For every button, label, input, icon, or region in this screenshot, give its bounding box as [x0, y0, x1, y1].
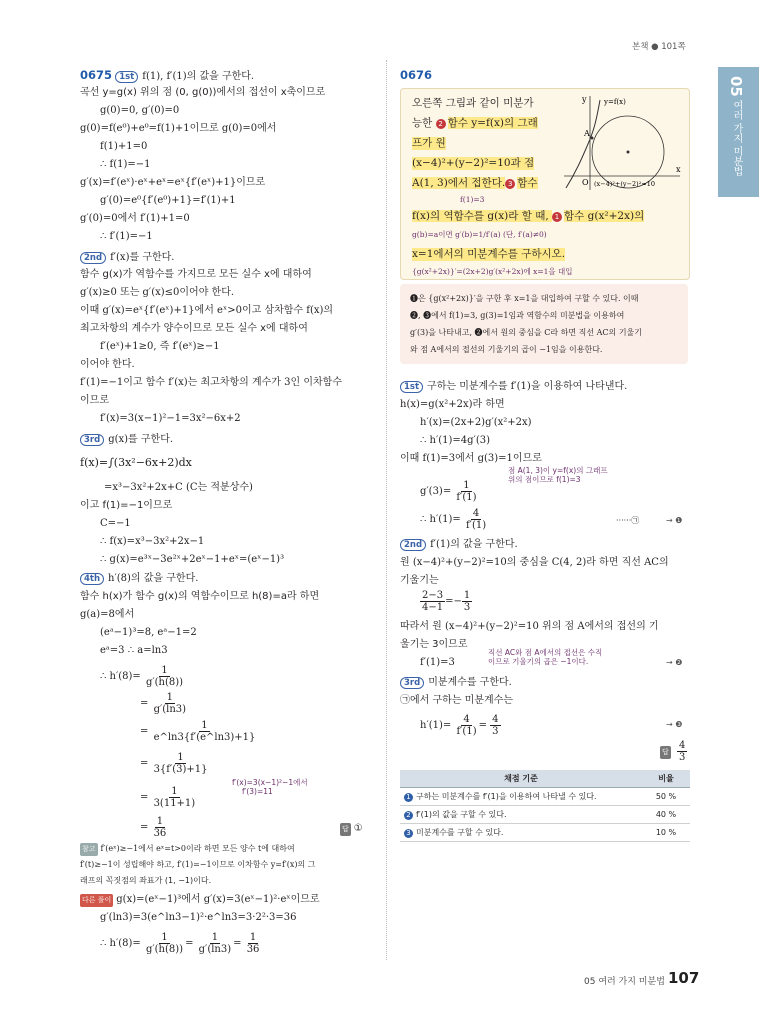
- numerator: 1: [171, 786, 178, 797]
- reference-note: [80, 842, 295, 856]
- text-line: 이고 f(1)=−1이므로: [80, 500, 173, 511]
- footer-chapter: 05 여러 가지 미분법: [584, 977, 665, 987]
- denominator: 3: [492, 726, 499, 737]
- problem-number: 0676: [400, 68, 433, 82]
- step-title: f′(1)의 값을 구한다.: [430, 539, 518, 550]
- text-line: ㉠에서 구하는 미분계수는: [400, 695, 513, 706]
- math-line: =x³−3x²+2x+C (C는 적분상수): [104, 482, 253, 493]
- marker-3: 3: [505, 179, 515, 189]
- text-line: 함수 h(x)가 함수 g(x)의 역함수이므로 h(8)=a라 하면: [80, 591, 320, 602]
- step-arrow: → ❸: [666, 720, 683, 729]
- annotation-line: 직선 AC와 점 A에서의 접선은 수직: [488, 648, 603, 657]
- math-line: f(1)+1=0: [100, 141, 148, 152]
- equals: =−: [445, 596, 462, 607]
- math-line: 따라서 원 (x−4)²+(y−2)²=10 위의 점 A에서의 접선의 기: [400, 621, 659, 632]
- page-number: 107: [668, 969, 700, 987]
- math-line: g′(0)=e⁰{f′(e⁰)+1}=f′(1)+1: [100, 195, 236, 206]
- question-line: [412, 177, 538, 190]
- answer-tag: 답: [660, 746, 671, 759]
- step-badge: 2nd: [400, 539, 426, 551]
- fraction-equation: = $\frac{1}{g'(\ln 3)}$: [140, 692, 187, 715]
- annotation-line: 이므로 기울기의 곱은 −1이다.: [488, 657, 589, 666]
- alt-tag: 다른 풀이: [80, 894, 113, 907]
- numerator: 1: [161, 665, 168, 676]
- step-3-header: [400, 676, 512, 689]
- label-a: A: [584, 129, 590, 138]
- math-line: ∴ f(x)=x³−3x²+2x−1: [100, 536, 205, 547]
- numerator: 1: [463, 480, 470, 491]
- highlight: (x−4)²+(y−2)²=10과 점: [412, 157, 535, 169]
- denominator: e^ln3{f′(e^ln3)+1}: [153, 732, 256, 743]
- alt-line: g′(ln3)=3(e^ln3−1)²·e^ln3=3·2²·3=36: [100, 912, 297, 923]
- fraction-equation: [100, 665, 185, 688]
- table-row: [400, 788, 690, 806]
- highlight: 프가 원: [412, 137, 446, 149]
- question-line: [412, 117, 538, 130]
- criterion-text: f′(1)의 값을 구할 수 있다.: [416, 810, 507, 819]
- fraction-equation: [420, 480, 479, 503]
- math-line: f′(1)=3: [420, 657, 455, 668]
- equation-tag: ······㉠: [616, 516, 640, 525]
- annotation-line: f′(x)=3(x−1)²−1에서: [232, 778, 308, 787]
- label-y: y: [582, 95, 587, 104]
- point-a: [591, 137, 594, 140]
- table-cell: 10 %: [642, 824, 690, 842]
- text-line: 최고차항의 계수가 양수이므로 모든 실수 x에 대하여: [80, 323, 308, 334]
- math-line: f′(1)=−1이고 함수 f′(x)는 최고차항의 계수가 3인 이차함수: [80, 377, 342, 388]
- denominator: 36: [246, 944, 260, 955]
- hint-line: g′(3)을 나타내고, ❷에서 원의 중심을 C라 하면 직선 AC의 기울기: [410, 328, 643, 337]
- reference-line: f′(t)≥−1이 성립해야 하고, f′(1)=−1이므로 이차함수 y=f′(x)의 그: [80, 860, 316, 869]
- annotation: {g(x²+2x)}′=(2x+2)g′(x²+2x)에 x=1을 대입: [412, 267, 573, 276]
- hint-line: ❶은 {g(x²+2x)}′을 구한 후 x=1을 대입하여 구할 수 있다. 이때: [410, 294, 639, 303]
- math-line: ∴ f(1)=−1: [100, 159, 151, 170]
- step-badge: 1st: [115, 71, 138, 83]
- text-line: 이므로: [80, 395, 109, 406]
- label-x: x: [676, 165, 681, 174]
- marker-2: 2: [436, 119, 446, 129]
- table-row: [400, 806, 690, 824]
- annotation-line: 점 A(1, 3)이 y=f(x)의 그래프: [508, 466, 608, 475]
- denominator: f′(1): [456, 492, 477, 503]
- eq-lhs: h′(1)=: [420, 720, 452, 731]
- hint-line: ❷, ❸에서 f(1)=3, g(3)=1임과 역함수의 미분법을 이용하여: [410, 311, 625, 320]
- fraction-equation: [420, 508, 488, 531]
- math-line: h′(x)=(2x+2)g′(x²+2x): [420, 417, 532, 428]
- numerator: 4: [678, 740, 686, 751]
- math-line: ∴ g(x)=e³ˣ−3e²ˣ+2eˣ−1+eˣ=(eˣ−1)³: [100, 554, 285, 565]
- alt-equation: ∴ h′(8)= $\frac{1}{g'(h(8))}$ = $\frac{1}{g'(\ln 3)}$ = $\frac{1}{36}$: [100, 932, 260, 955]
- step-badge: 3rd: [400, 677, 424, 689]
- math-line: f′(x)=3(x−1)²−1=3x²−6x+2: [100, 413, 241, 424]
- alt-line: g(x)=(eˣ−1)³에서 g′(x)=3(eˣ−1)²·eˣ이므로: [116, 894, 320, 905]
- denominator: 3(11+1): [153, 798, 196, 809]
- text-line: 곡선 y=g(x) 위의 점 (0, g(0))에서의 접선이 x축이므로: [80, 87, 326, 98]
- denominator: g′(ln3): [198, 944, 232, 955]
- annotation-line: f′(3)=11: [242, 787, 273, 796]
- denominator: g′(h(8)): [145, 944, 184, 955]
- step-2-header: [80, 251, 174, 264]
- eq-lhs: ∴ h′(1)=: [420, 514, 461, 525]
- chapter-tab-number: 05: [727, 76, 745, 97]
- answer-tag: 답: [340, 823, 351, 836]
- denominator: f′(1): [456, 726, 477, 737]
- math-line: h(x)=g(x²+2x)라 하면: [400, 399, 505, 410]
- math-line: f(x)=∫(3x²−6x+2)dx: [80, 456, 192, 469]
- step-badge: 1st: [400, 381, 423, 393]
- annotation-line: 위의 점이므로 f(1)=3: [508, 475, 581, 484]
- graph-figure: [560, 92, 684, 192]
- reference-line: 래프의 꼭짓점의 좌표가 (1, −1)이다.: [80, 876, 212, 885]
- fraction-equation: = $\frac{1}{e\^{}\ln 3\{f'(e\^{}\ln 3)+1\}}$: [140, 720, 256, 743]
- alternative-solution: [80, 893, 320, 907]
- text-line: 기울기는: [400, 575, 439, 586]
- text-line: 이어야 한다.: [80, 359, 135, 370]
- curve: [566, 100, 600, 188]
- math-line: ∴ f′(1)=−1: [100, 231, 153, 242]
- math-line: 이때 g′(x)=eˣ{f′(eˣ)+1}에서 eˣ>0이고 삼차함수 f(x)의: [80, 305, 334, 316]
- chapter-tab-title: 여러 가지 미분법: [731, 100, 742, 177]
- numerator: 4: [472, 508, 480, 519]
- highlight: 함수 g(x²+2x)의: [564, 210, 645, 222]
- label-curve: y=f(x): [604, 98, 626, 106]
- numerator: 1: [249, 932, 257, 943]
- eq-lhs: ∴ h′(8)=: [100, 671, 141, 682]
- table-header-row: [400, 770, 690, 788]
- question-line: 오른쪽 그림과 같이 미분가: [412, 97, 534, 109]
- step-1-header: [400, 380, 627, 393]
- annotation: [488, 648, 602, 666]
- numerator: 1: [463, 590, 471, 601]
- answer-value: ①: [353, 823, 363, 834]
- step-3-header: [80, 433, 173, 446]
- step-title: 미분계수를 구한다.: [428, 677, 512, 688]
- annotation: f(1)=3: [460, 195, 485, 204]
- numerator: 1: [161, 932, 168, 943]
- annotation: g(b)=a이면 g′(b)=1/f′(a) (단, f′(a)≠0): [412, 230, 547, 239]
- numerator: 1: [156, 816, 164, 827]
- fraction-equation: h′(1)= $\frac{4}{f'(1)}$ = $\frac{4}{3}$: [420, 714, 499, 737]
- table-row: [400, 824, 690, 842]
- fraction-equation: = $\frac{1}{3(11+1)}$: [140, 786, 196, 809]
- table-cell: 40 %: [642, 806, 690, 824]
- numerator: 2−3: [422, 590, 444, 601]
- denominator: 36: [153, 828, 167, 839]
- denominator: g′(ln3): [153, 704, 187, 715]
- eq-lhs: g′(3)=: [420, 486, 452, 497]
- table-cell: [400, 788, 642, 806]
- table-cell: [400, 806, 642, 824]
- step-title: f′(x)를 구한다.: [110, 252, 175, 263]
- problem-number: 0675: [80, 68, 113, 82]
- math-line: (eᵃ−1)³=8, eᵃ−1=2: [100, 627, 197, 638]
- math-line: ∴ h′(1)=4g′(3): [420, 435, 490, 446]
- row-number: 2: [404, 811, 413, 820]
- denominator: 3{f′(3)+1}: [153, 764, 208, 775]
- annotation: [508, 466, 608, 484]
- numerator: 1: [166, 692, 173, 703]
- numerator: 1: [177, 752, 184, 763]
- step-badge: 2nd: [80, 252, 106, 264]
- highlight: 함수: [517, 177, 538, 189]
- numerator: 4: [492, 714, 499, 725]
- math-line: g′(x)≥0 또는 g′(x)≤0이어야 한다.: [80, 287, 235, 298]
- denominator: f′(1): [465, 520, 487, 531]
- step-title: 구하는 미분계수를 f′(1)을 이용하여 나타낸다.: [427, 381, 628, 392]
- table-cell: [400, 824, 642, 842]
- table-cell: 50 %: [642, 788, 690, 806]
- annotation: [232, 778, 308, 796]
- problem-0675-header: [80, 69, 254, 83]
- math-line: g(0)=0, g′(0)=0: [100, 105, 180, 116]
- text-line: 울기는 3이므로: [400, 639, 468, 650]
- column-divider: [386, 60, 388, 960]
- math-line: 원 (x−4)²+(y−2)²=10의 중심을 C(4, 2)라 하면 직선 AC의: [400, 557, 669, 568]
- label-circle: (x−4)²+(y−2)²=10: [594, 180, 656, 188]
- page-reference: 본책 ● 101쪽: [632, 42, 686, 52]
- step-4-header: [80, 572, 198, 585]
- fraction-equation: [420, 590, 472, 613]
- row-number: 1: [404, 793, 413, 802]
- grading-table: [400, 770, 690, 842]
- math-line: f′(eˣ)+1≥0, 즉 f′(eˣ)≥−1: [100, 341, 220, 352]
- column-header: 비율: [642, 770, 690, 788]
- math-line: g(a)=8에서: [80, 609, 135, 620]
- criterion-text: 구하는 미분계수를 f′(1)을 이용하여 나타낼 수 있다.: [416, 792, 597, 801]
- label-o: O: [582, 178, 589, 187]
- answer: [340, 822, 363, 836]
- hint-line: 와 점 A에서의 접선의 기울기의 곱이 −1임을 이용한다.: [410, 345, 603, 354]
- step-title: g(x)를 구한다.: [108, 434, 174, 445]
- criterion-text: 미분계수를 구할 수 있다.: [416, 828, 504, 837]
- numerator: 1: [211, 932, 219, 943]
- highlight: A(1, 3)에서 접한다.: [412, 177, 506, 189]
- highlight: f(x)의 역함수를 g(x)라 할 때,: [412, 210, 553, 222]
- row-number: 3: [404, 829, 413, 838]
- math-line: g′(0)=0에서 f′(1)+1=0: [80, 213, 190, 224]
- step-badge: 3rd: [80, 434, 104, 446]
- question-text: 능한: [412, 117, 436, 129]
- denominator: 3: [678, 752, 686, 763]
- fraction-equation: = $\frac{1}{3\{f'(3)+1\}}$: [140, 752, 208, 775]
- reference-line: f′(eˣ)≥−1에서 eˣ=t>0이라 하면 모든 양수 t에 대하여: [100, 844, 295, 853]
- step-arrow: → ❶: [666, 516, 683, 525]
- column-header: 채점 기준: [400, 770, 642, 788]
- circle-center: [627, 151, 630, 154]
- fraction-equation: = $\frac{1}{36}$: [140, 816, 167, 839]
- math-line: eᵃ=3 ∴ a=ln3: [100, 645, 168, 656]
- step-arrow: → ❷: [666, 658, 683, 667]
- highlight: 함수 y=f(x)의 그래: [447, 117, 538, 129]
- math-line: C=−1: [100, 518, 131, 529]
- math-line: 이때 f(1)=3에서 g(3)=1이므로: [400, 453, 542, 464]
- step-title: h′(8)의 값을 구한다.: [108, 573, 199, 584]
- math-line: g′(x)=f′(eˣ)·eˣ+eˣ=eˣ{f′(eˣ)+1}이므로: [80, 177, 266, 188]
- denominator: 4−1: [422, 602, 444, 613]
- eq-lhs: ∴ h′(8)=: [100, 938, 141, 949]
- denominator: 3: [463, 602, 471, 613]
- question-line: [412, 210, 644, 223]
- numerator: 4: [463, 714, 470, 725]
- reference-tag: 참고: [80, 843, 98, 856]
- answer: [660, 740, 687, 763]
- numerator: 1: [201, 720, 208, 731]
- text-line: 함수 g(x)가 역함수를 가지므로 모든 실수 x에 대하여: [80, 269, 312, 280]
- highlight: x=1에서의 미분계수를 구하시오.: [412, 248, 566, 260]
- step-title: f(1), f′(1)의 값을 구한다.: [142, 71, 255, 82]
- step-2-header: [400, 538, 518, 551]
- step-badge: 4th: [80, 573, 104, 585]
- denominator: g′(h(8)): [145, 677, 184, 688]
- math-line: g(0)=f(e⁰)+e⁰=f(1)+1이므로 g(0)=0에서: [80, 123, 277, 134]
- marker-1: 1: [552, 212, 562, 222]
